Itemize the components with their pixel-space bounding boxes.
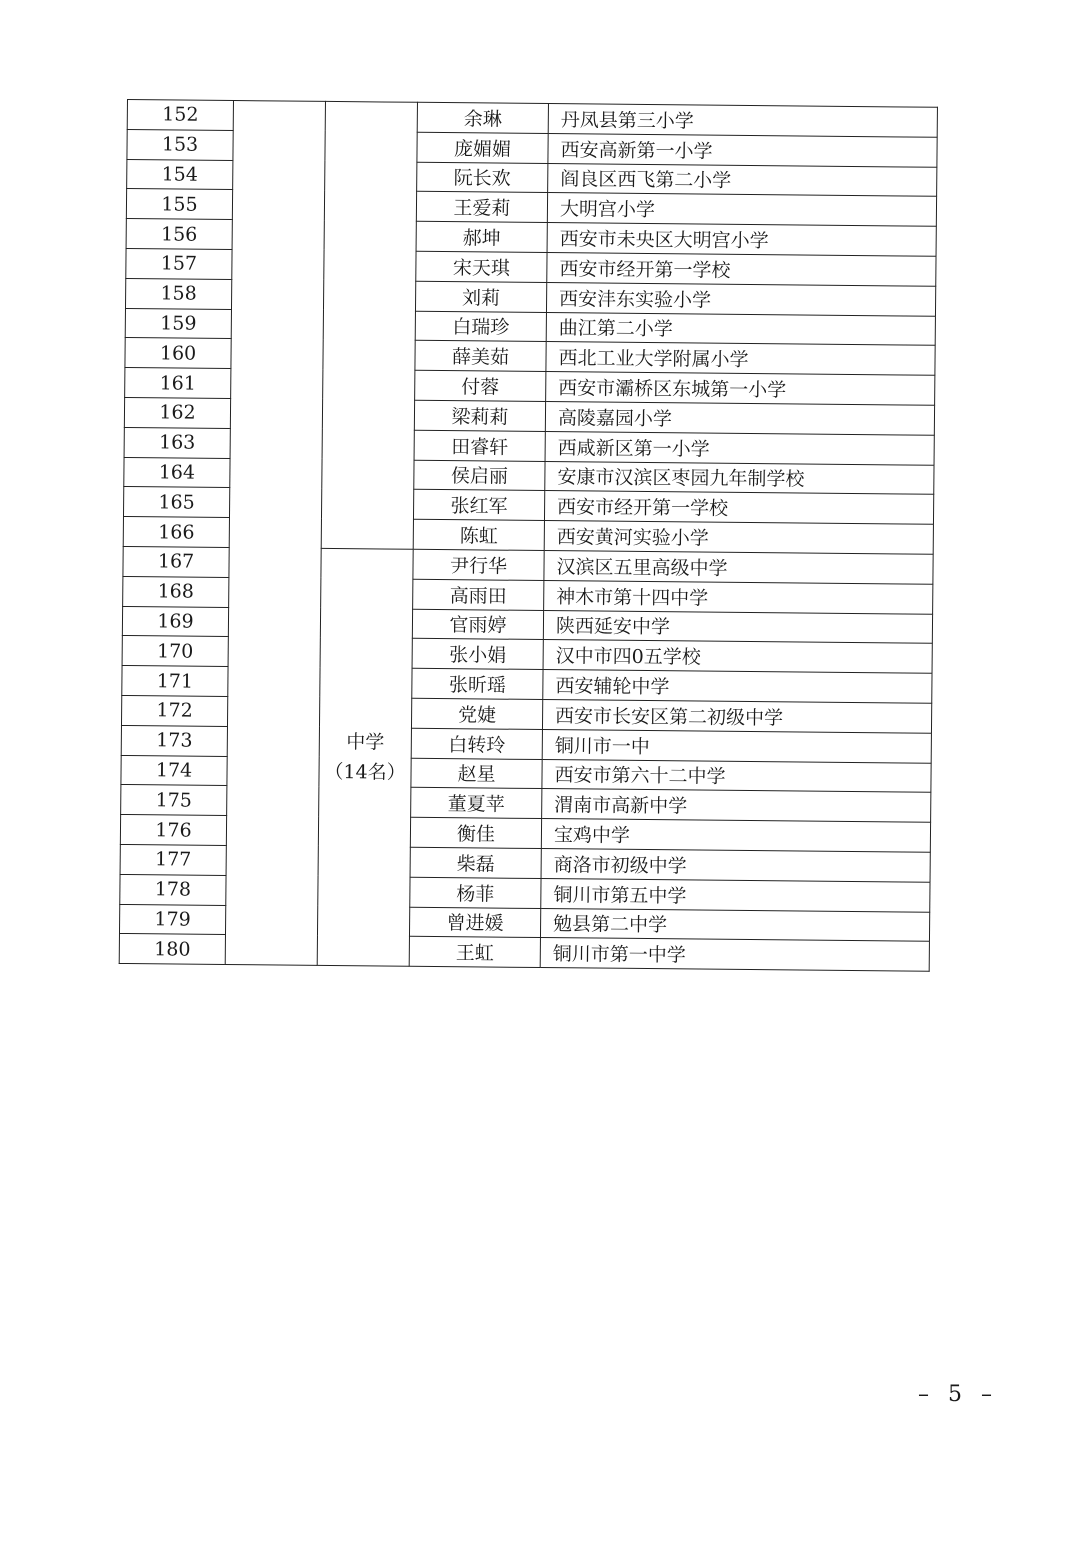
row-number: 179 <box>119 904 225 935</box>
row-number: 174 <box>121 755 227 786</box>
school-name: 宝鸡中学 <box>541 819 930 853</box>
row-number: 171 <box>122 666 228 697</box>
teacher-name: 张小娟 <box>412 639 543 670</box>
school-name: 西安市经开第一学校 <box>547 253 936 287</box>
school-name: 渭南市高新中学 <box>542 789 931 823</box>
school-name: 铜川市第一中学 <box>540 938 929 972</box>
row-number: 160 <box>125 338 231 369</box>
teacher-name: 田睿轩 <box>414 430 545 461</box>
row-number: 167 <box>123 546 229 577</box>
teacher-name: 阮长欢 <box>417 162 548 193</box>
teacher-name: 王爱莉 <box>416 192 547 223</box>
school-name: 西安市灞桥区东城第一小学 <box>546 372 935 406</box>
row-number: 173 <box>121 725 227 756</box>
school-name: 西安辅轮中学 <box>543 670 932 704</box>
row-number: 176 <box>120 815 226 846</box>
school-name: 曲江第二小学 <box>546 312 935 346</box>
school-name: 西安高新第一小学 <box>548 133 937 167</box>
teacher-name: 白瑞珍 <box>415 311 546 342</box>
teacher-name: 杨菲 <box>410 877 541 908</box>
row-number: 159 <box>125 308 231 339</box>
row-number: 157 <box>126 248 232 279</box>
school-name: 西安市未央区大明宫小学 <box>547 223 936 257</box>
teacher-name: 余琳 <box>417 102 548 133</box>
school-name: 铜川市一中 <box>542 729 931 763</box>
row-number: 180 <box>119 934 225 965</box>
teacher-name: 张昕瑶 <box>412 668 543 699</box>
row-number: 175 <box>121 785 227 816</box>
school-name: 陕西延安中学 <box>543 610 932 644</box>
row-number: 161 <box>125 368 231 399</box>
teacher-name: 刘莉 <box>415 281 546 312</box>
row-number: 178 <box>120 874 226 905</box>
school-name: 商洛市初级中学 <box>541 848 930 882</box>
row-number: 169 <box>122 606 228 637</box>
school-name: 西安黄河实验小学 <box>544 521 933 555</box>
school-name: 西安沣东实验小学 <box>546 282 935 316</box>
teacher-name: 白转玲 <box>411 728 542 759</box>
school-name: 西北工业大学附属小学 <box>546 342 935 376</box>
teacher-name: 高雨田 <box>413 579 544 610</box>
school-name: 西安市长安区第二初级中学 <box>542 699 931 733</box>
school-name: 安康市汉滨区枣园九年制学校 <box>545 461 934 495</box>
row-number: 154 <box>127 159 233 190</box>
teacher-name: 郝坤 <box>416 221 547 252</box>
roster-table <box>119 99 938 972</box>
teacher-name: 陈虹 <box>413 519 544 550</box>
school-name: 神木市第十四中学 <box>544 580 933 614</box>
school-name: 汉滨区五里高级中学 <box>544 550 933 584</box>
teacher-name: 赵星 <box>411 758 542 789</box>
school-name: 高陵嘉园小学 <box>545 402 934 436</box>
row-number: 164 <box>124 457 230 488</box>
row-number: 163 <box>124 427 230 458</box>
school-name: 铜川市第五中学 <box>541 878 930 912</box>
row-number: 166 <box>123 517 229 548</box>
row-number: 155 <box>126 189 232 220</box>
school-name: 勉县第二中学 <box>540 908 929 942</box>
teacher-name: 侯启丽 <box>414 460 545 491</box>
row-number: 168 <box>123 576 229 607</box>
teacher-name: 衡佳 <box>410 817 541 848</box>
teacher-name: 曾进媛 <box>409 907 540 938</box>
school-name: 西安市经开第一学校 <box>544 491 933 525</box>
row-number: 152 <box>127 100 233 131</box>
teacher-name: 薛美茹 <box>415 341 546 372</box>
teacher-name: 党婕 <box>411 698 542 729</box>
middle-school-category <box>317 548 413 966</box>
teacher-name: 官雨婷 <box>412 609 543 640</box>
page-number: – 5 – <box>918 1382 998 1407</box>
row-number: 172 <box>121 695 227 726</box>
school-name: 西咸新区第一小学 <box>545 431 934 465</box>
row-number: 170 <box>122 636 228 667</box>
teacher-name: 王虹 <box>409 937 540 968</box>
row-number: 162 <box>124 397 230 428</box>
school-name: 丹凤县第三小学 <box>548 104 937 138</box>
row-number: 165 <box>123 487 229 518</box>
category-count: （14名） <box>324 760 406 784</box>
row-number: 158 <box>125 278 231 309</box>
teacher-name: 宋天琪 <box>416 251 547 282</box>
region-column-blank <box>225 101 325 966</box>
school-name: 汉中市四0五学校 <box>543 640 932 674</box>
category-label: 中学 <box>346 731 385 754</box>
teacher-name: 付蓉 <box>415 370 546 401</box>
roster-body <box>119 100 937 972</box>
primary-category-blank <box>321 101 417 549</box>
teacher-name: 梁莉莉 <box>414 400 545 431</box>
school-name: 阎良区西飞第二小学 <box>548 163 937 197</box>
teacher-name: 柴磊 <box>410 847 541 878</box>
teacher-name: 董夏苹 <box>411 788 542 819</box>
teacher-name: 庞媚媚 <box>417 132 548 163</box>
row-number: 156 <box>126 219 232 250</box>
table-row <box>127 100 937 138</box>
row-number: 153 <box>127 129 233 160</box>
school-name: 西安市第六十二中学 <box>542 759 931 793</box>
row-number: 177 <box>120 844 226 875</box>
teacher-name: 张红军 <box>413 490 544 521</box>
school-name: 大明宫小学 <box>547 193 936 227</box>
teacher-name: 尹行华 <box>413 549 544 580</box>
